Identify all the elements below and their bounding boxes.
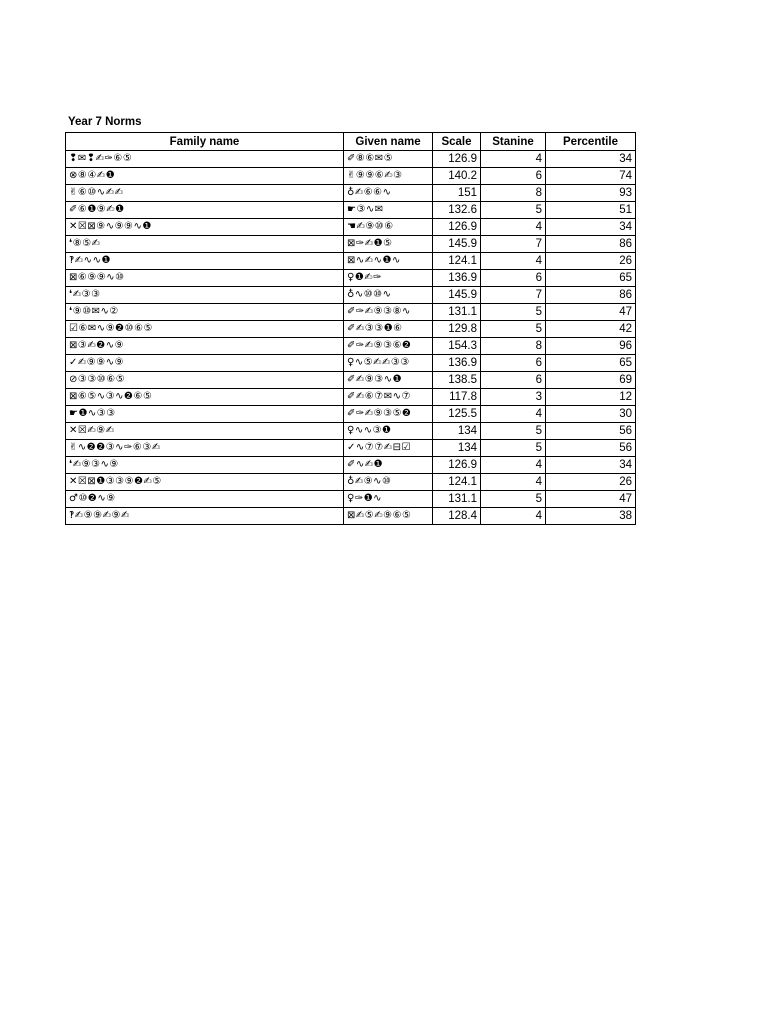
table-row xyxy=(66,168,636,185)
percentile-cell: 34 xyxy=(546,151,636,168)
family-name-cell: ⊠⑥⑤∿③∿❷⑥⑤ xyxy=(66,389,344,406)
stanine-cell: 4 xyxy=(481,457,546,474)
scale-cell: 140.2 xyxy=(433,168,481,185)
column-header-scale: Scale xyxy=(433,133,481,151)
family-name-cell: ☛❶∿③③ xyxy=(66,406,344,423)
family-name-cell: ☑⑥✉∿⑨❷⑩⑥⑤ xyxy=(66,321,344,338)
family-name-cell: ✌∿❷❷③∿✑⑥③✍ xyxy=(66,440,344,457)
table-row xyxy=(66,304,636,321)
table-row xyxy=(66,355,636,372)
given-name-cell: ♀❶✍✑ xyxy=(344,270,433,287)
percentile-cell: 65 xyxy=(546,270,636,287)
family-name-cell: ✓✍⑨⑨∿⑨ xyxy=(66,355,344,372)
stanine-cell: 3 xyxy=(481,389,546,406)
percentile-cell: 86 xyxy=(546,287,636,304)
percentile-cell: 34 xyxy=(546,457,636,474)
given-name-cell: ⊠✍⑤✍⑨⑥⑤ xyxy=(344,508,433,525)
percentile-cell: 56 xyxy=(546,423,636,440)
table-row xyxy=(66,202,636,219)
scale-cell: 131.1 xyxy=(433,491,481,508)
given-name-cell: ✐✍⑥⑦✉∿⑦ xyxy=(344,389,433,406)
stanine-cell: 4 xyxy=(481,219,546,236)
scale-cell: 129.8 xyxy=(433,321,481,338)
family-name-cell: ✕☒⊠⑨∿⑨⑨∿❶ xyxy=(66,219,344,236)
table-row xyxy=(66,338,636,355)
scale-cell: 134 xyxy=(433,440,481,457)
column-header-given-name: Given name xyxy=(344,133,433,151)
scale-cell: 125.5 xyxy=(433,406,481,423)
stanine-cell: 5 xyxy=(481,491,546,508)
family-name-cell: ⊠⑥⑨⑨∿⑩ xyxy=(66,270,344,287)
table-row xyxy=(66,372,636,389)
table-row xyxy=(66,491,636,508)
percentile-cell: 93 xyxy=(546,185,636,202)
given-name-cell: ☛③∿✉ xyxy=(344,202,433,219)
stanine-cell: 4 xyxy=(481,406,546,423)
percentile-cell: 86 xyxy=(546,236,636,253)
table-row xyxy=(66,270,636,287)
percentile-cell: 56 xyxy=(546,440,636,457)
scale-cell: 138.5 xyxy=(433,372,481,389)
percentile-cell: 12 xyxy=(546,389,636,406)
percentile-cell: 96 xyxy=(546,338,636,355)
stanine-cell: 8 xyxy=(481,338,546,355)
given-name-cell: ♁✍⑨∿⑩ xyxy=(344,474,433,491)
scale-cell: 131.1 xyxy=(433,304,481,321)
table-row xyxy=(66,321,636,338)
given-name-cell: ✓∿⑦⑦✍⊟☑ xyxy=(344,440,433,457)
family-name-cell: ✌⑥⑩∿✍✍ xyxy=(66,185,344,202)
family-name-cell: ✕☒✍⑨✍ xyxy=(66,423,344,440)
scale-cell: 124.1 xyxy=(433,253,481,270)
percentile-cell: 47 xyxy=(546,304,636,321)
table-row xyxy=(66,406,636,423)
stanine-cell: 6 xyxy=(481,355,546,372)
family-name-cell: ✐⑥❶⑨✍❶ xyxy=(66,202,344,219)
scale-cell: 126.9 xyxy=(433,457,481,474)
sheet-title: Year 7 Norms xyxy=(68,116,142,128)
stanine-cell: 7 xyxy=(481,287,546,304)
percentile-cell: 69 xyxy=(546,372,636,389)
table-row xyxy=(66,253,636,270)
table-row xyxy=(66,185,636,202)
table-row xyxy=(66,474,636,491)
family-name-cell: ❛⑧⑤✍ xyxy=(66,236,344,253)
given-name-cell: ✐✑✍⑨③⑤❷ xyxy=(344,406,433,423)
family-name-cell: ⊗⑧④✍❶ xyxy=(66,168,344,185)
scale-cell: 145.9 xyxy=(433,236,481,253)
percentile-cell: 38 xyxy=(546,508,636,525)
stanine-cell: 8 xyxy=(481,185,546,202)
given-name-cell: ✐⑧⑥✉⑤ xyxy=(344,151,433,168)
scale-cell: 134 xyxy=(433,423,481,440)
given-name-cell: ☚✍⑨⑩⑥ xyxy=(344,219,433,236)
percentile-cell: 47 xyxy=(546,491,636,508)
table-row xyxy=(66,423,636,440)
scale-cell: 128.4 xyxy=(433,508,481,525)
percentile-cell: 34 xyxy=(546,219,636,236)
scale-cell: 126.9 xyxy=(433,151,481,168)
stanine-cell: 4 xyxy=(481,474,546,491)
given-name-cell: ⊠∿✍∿❶∿ xyxy=(344,253,433,270)
table-row xyxy=(66,457,636,474)
family-name-cell: ⊘③③⑩⑥⑤ xyxy=(66,372,344,389)
family-name-cell: ‽✍∿∿❶ xyxy=(66,253,344,270)
given-name-cell: ✐✑✍⑨③⑥❷ xyxy=(344,338,433,355)
percentile-cell: 26 xyxy=(546,253,636,270)
stanine-cell: 5 xyxy=(481,202,546,219)
scale-cell: 124.1 xyxy=(433,474,481,491)
header-row xyxy=(66,133,636,151)
family-name-cell: ❛✍⑨③∿⑨ xyxy=(66,457,344,474)
table-row xyxy=(66,389,636,406)
percentile-cell: 26 xyxy=(546,474,636,491)
column-header-stanine: Stanine xyxy=(481,133,546,151)
family-name-cell: ✕☒⊠❶③③⑨❷✍⑤ xyxy=(66,474,344,491)
stanine-cell: 5 xyxy=(481,423,546,440)
stanine-cell: 6 xyxy=(481,168,546,185)
given-name-cell: ♀✑❶∿ xyxy=(344,491,433,508)
stanine-cell: 5 xyxy=(481,304,546,321)
stanine-cell: 6 xyxy=(481,270,546,287)
scale-cell: 117.8 xyxy=(433,389,481,406)
table-row xyxy=(66,236,636,253)
table-row xyxy=(66,151,636,168)
family-name-cell: ❢✉❢✍✑⑥⑤ xyxy=(66,151,344,168)
table-row xyxy=(66,287,636,304)
stanine-cell: 7 xyxy=(481,236,546,253)
column-header-percentile: Percentile xyxy=(546,133,636,151)
column-header-family-name: Family name xyxy=(66,133,344,151)
family-name-cell: ‽✍⑨⑨✍⑨✍ xyxy=(66,508,344,525)
given-name-cell: ♁✍⑥⑥∿ xyxy=(344,185,433,202)
scale-cell: 136.9 xyxy=(433,355,481,372)
scale-cell: 136.9 xyxy=(433,270,481,287)
family-name-cell: ♂⑩❷∿⑨ xyxy=(66,491,344,508)
table-row xyxy=(66,440,636,457)
family-name-cell: ❛✍③③ xyxy=(66,287,344,304)
percentile-cell: 30 xyxy=(546,406,636,423)
given-name-cell: ✌⑨⑨⑥✍③ xyxy=(344,168,433,185)
stanine-cell: 4 xyxy=(481,151,546,168)
norms-table xyxy=(65,132,636,525)
percentile-cell: 74 xyxy=(546,168,636,185)
stanine-cell: 5 xyxy=(481,440,546,457)
scale-cell: 126.9 xyxy=(433,219,481,236)
family-name-cell: ❛⑨⑩✉∿② xyxy=(66,304,344,321)
given-name-cell: ✐✍⑨③∿❶ xyxy=(344,372,433,389)
scale-cell: 151 xyxy=(433,185,481,202)
given-name-cell: ✐✑✍⑨③⑧∿ xyxy=(344,304,433,321)
stanine-cell: 6 xyxy=(481,372,546,389)
table-row xyxy=(66,508,636,525)
scale-cell: 132.6 xyxy=(433,202,481,219)
family-name-cell: ⊠③✍❷∿⑨ xyxy=(66,338,344,355)
percentile-cell: 42 xyxy=(546,321,636,338)
percentile-cell: 65 xyxy=(546,355,636,372)
given-name-cell: ✐✍③③❶⑥ xyxy=(344,321,433,338)
table-body xyxy=(66,151,636,525)
scale-cell: 154.3 xyxy=(433,338,481,355)
scale-cell: 145.9 xyxy=(433,287,481,304)
stanine-cell: 4 xyxy=(481,253,546,270)
given-name-cell: ♀∿⑤✍✍③③ xyxy=(344,355,433,372)
given-name-cell: ⊠✑✍❶⑤ xyxy=(344,236,433,253)
given-name-cell: ♀∿∿③❶ xyxy=(344,423,433,440)
stanine-cell: 4 xyxy=(481,508,546,525)
given-name-cell: ♁∿⑩⑩∿ xyxy=(344,287,433,304)
stanine-cell: 5 xyxy=(481,321,546,338)
given-name-cell: ✐∿✍❶ xyxy=(344,457,433,474)
percentile-cell: 51 xyxy=(546,202,636,219)
table-row xyxy=(66,219,636,236)
